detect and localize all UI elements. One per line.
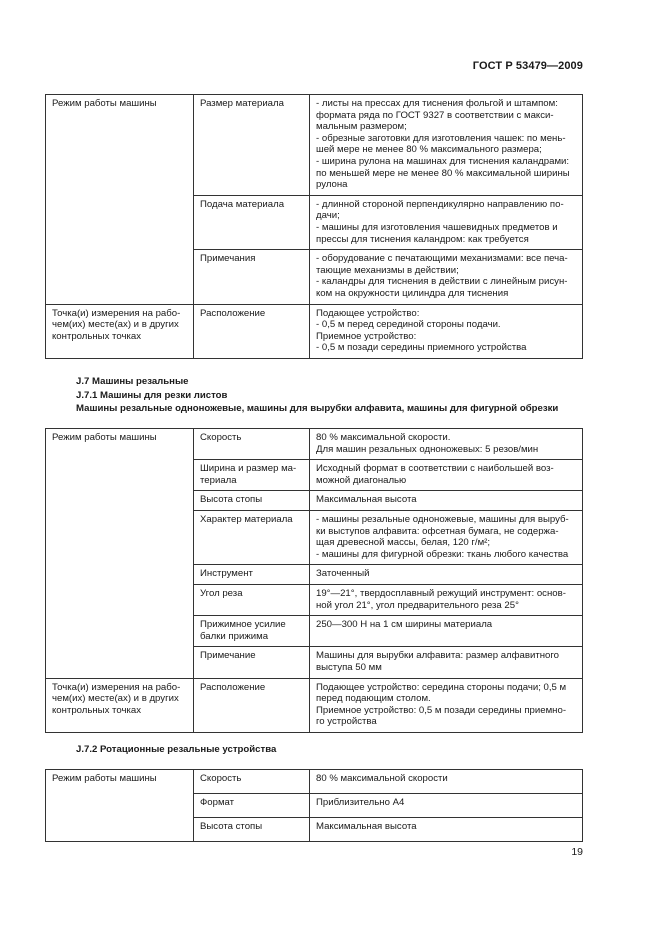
param-label: Высота стопы	[194, 818, 310, 842]
param-value: Исходный формат в соответствии с наибольшей воз- можной диагональю	[310, 460, 583, 491]
param-label: Высота стопы	[194, 491, 310, 511]
table-row	[46, 770, 583, 794]
param-value: Приблизительно А4	[310, 794, 583, 818]
table-sheet-cutters	[45, 428, 583, 733]
mode-label-cell: Режим работы машины	[46, 770, 194, 842]
document-header: ГОСТ Р 53479—2009	[472, 60, 583, 72]
param-label: Расположение	[194, 304, 310, 358]
param-value: 19°—21°, твердосплавный режущий инструмент: основ- ной угол 21°, угол предварительного реза 25°	[310, 584, 583, 615]
param-label: Угол реза	[194, 584, 310, 615]
subsection-description: Машины резальные одноножевые, машины для вырубки алфавита, машины для фигурной обрезки	[76, 403, 559, 414]
param-value: - оборудование с печатающими механизмами: все печа- тающие механизмы в действии; - каландры для тиснения в действии с линейным рисун- ком на окружности цилиндра для тиснения	[310, 250, 583, 304]
table-rotary-cutters	[45, 769, 583, 842]
table-row	[46, 429, 583, 460]
param-value: - длинной стороной перпендикулярно направлению по- дачи; - машины для изготовления чашевидных предметов и прессы для тиснения каландром: как требуется	[310, 195, 583, 249]
param-label: Подача материала	[194, 195, 310, 249]
param-value: 80 % максимальной скорости. Для машин резальных одноножевых: 5 резов/мин	[310, 429, 583, 460]
param-label: Ширина и размер ма- териала	[194, 460, 310, 491]
page-number: 19	[571, 846, 583, 858]
param-value: Подающее устройство: - 0,5 м перед серединой стороны подачи. Приемное устройство: - 0,5 м позади середины приемного устройства	[310, 304, 583, 358]
param-label: Размер материала	[194, 95, 310, 196]
param-label: Примечания	[194, 250, 310, 304]
param-value: Максимальная высота	[310, 491, 583, 511]
subsection-heading: J.7.1 Машины для резки листов	[76, 390, 228, 401]
param-value: Машины для вырубки алфавита: размер алфавитного выступа 50 мм	[310, 647, 583, 678]
table-materials	[45, 94, 583, 359]
param-value: - листы на прессах для тиснения фольгой и штампом: формата ряда по ГОСТ 9327 в соответствии с макси- мальным размером; - обрезные заготовки для изготовления чашек: по мень- шей мере не менее 80 % максимального размера; - ширина рулона на машинах для тиснения каландрами: по меньшей мере не менее 80 % максимальной ширины рулона	[310, 95, 583, 196]
param-value: 250—300 Н на 1 см ширины материала	[310, 616, 583, 647]
param-value: Заточенный	[310, 565, 583, 585]
param-value: Подающее устройство: середина стороны подачи; 0,5 м перед подающим столом. Приемное устройство: 0,5 м позади середины приемно- го устройства	[310, 678, 583, 732]
param-value: - машины резальные одноножевые, машины для выруб- ки выступов алфавита: офсетная бумага, не содержа- щая древесной массы, белая, 120 г/м²; - машины для фигурной обрезки: ткань любого качества	[310, 510, 583, 564]
param-label: Расположение	[194, 678, 310, 732]
param-value: Максимальная высота	[310, 818, 583, 842]
param-label: Прижимное усилие балки прижима	[194, 616, 310, 647]
param-label: Формат	[194, 794, 310, 818]
param-label: Примечание	[194, 647, 310, 678]
section-heading: J.7 Машины резальные	[76, 376, 189, 387]
table-row	[46, 678, 583, 732]
table-row	[46, 95, 583, 196]
param-value: 80 % максимальной скорости	[310, 770, 583, 794]
table-row	[46, 304, 583, 358]
param-label: Скорость	[194, 429, 310, 460]
param-label: Характер материала	[194, 510, 310, 564]
mode-label-cell: Режим работы машины	[46, 95, 194, 305]
measurement-point-label: Точка(и) измерения на рабо- чем(их) месте(ах) и в других контрольных точках	[46, 678, 194, 732]
param-label: Инструмент	[194, 565, 310, 585]
subsection-heading: J.7.2 Ротационные резальные устройства	[76, 744, 277, 755]
mode-label-cell: Режим работы машины	[46, 429, 194, 679]
param-label: Скорость	[194, 770, 310, 794]
measurement-point-label: Точка(и) измерения на рабо- чем(их) месте(ах) и в других контрольных точках	[46, 304, 194, 358]
